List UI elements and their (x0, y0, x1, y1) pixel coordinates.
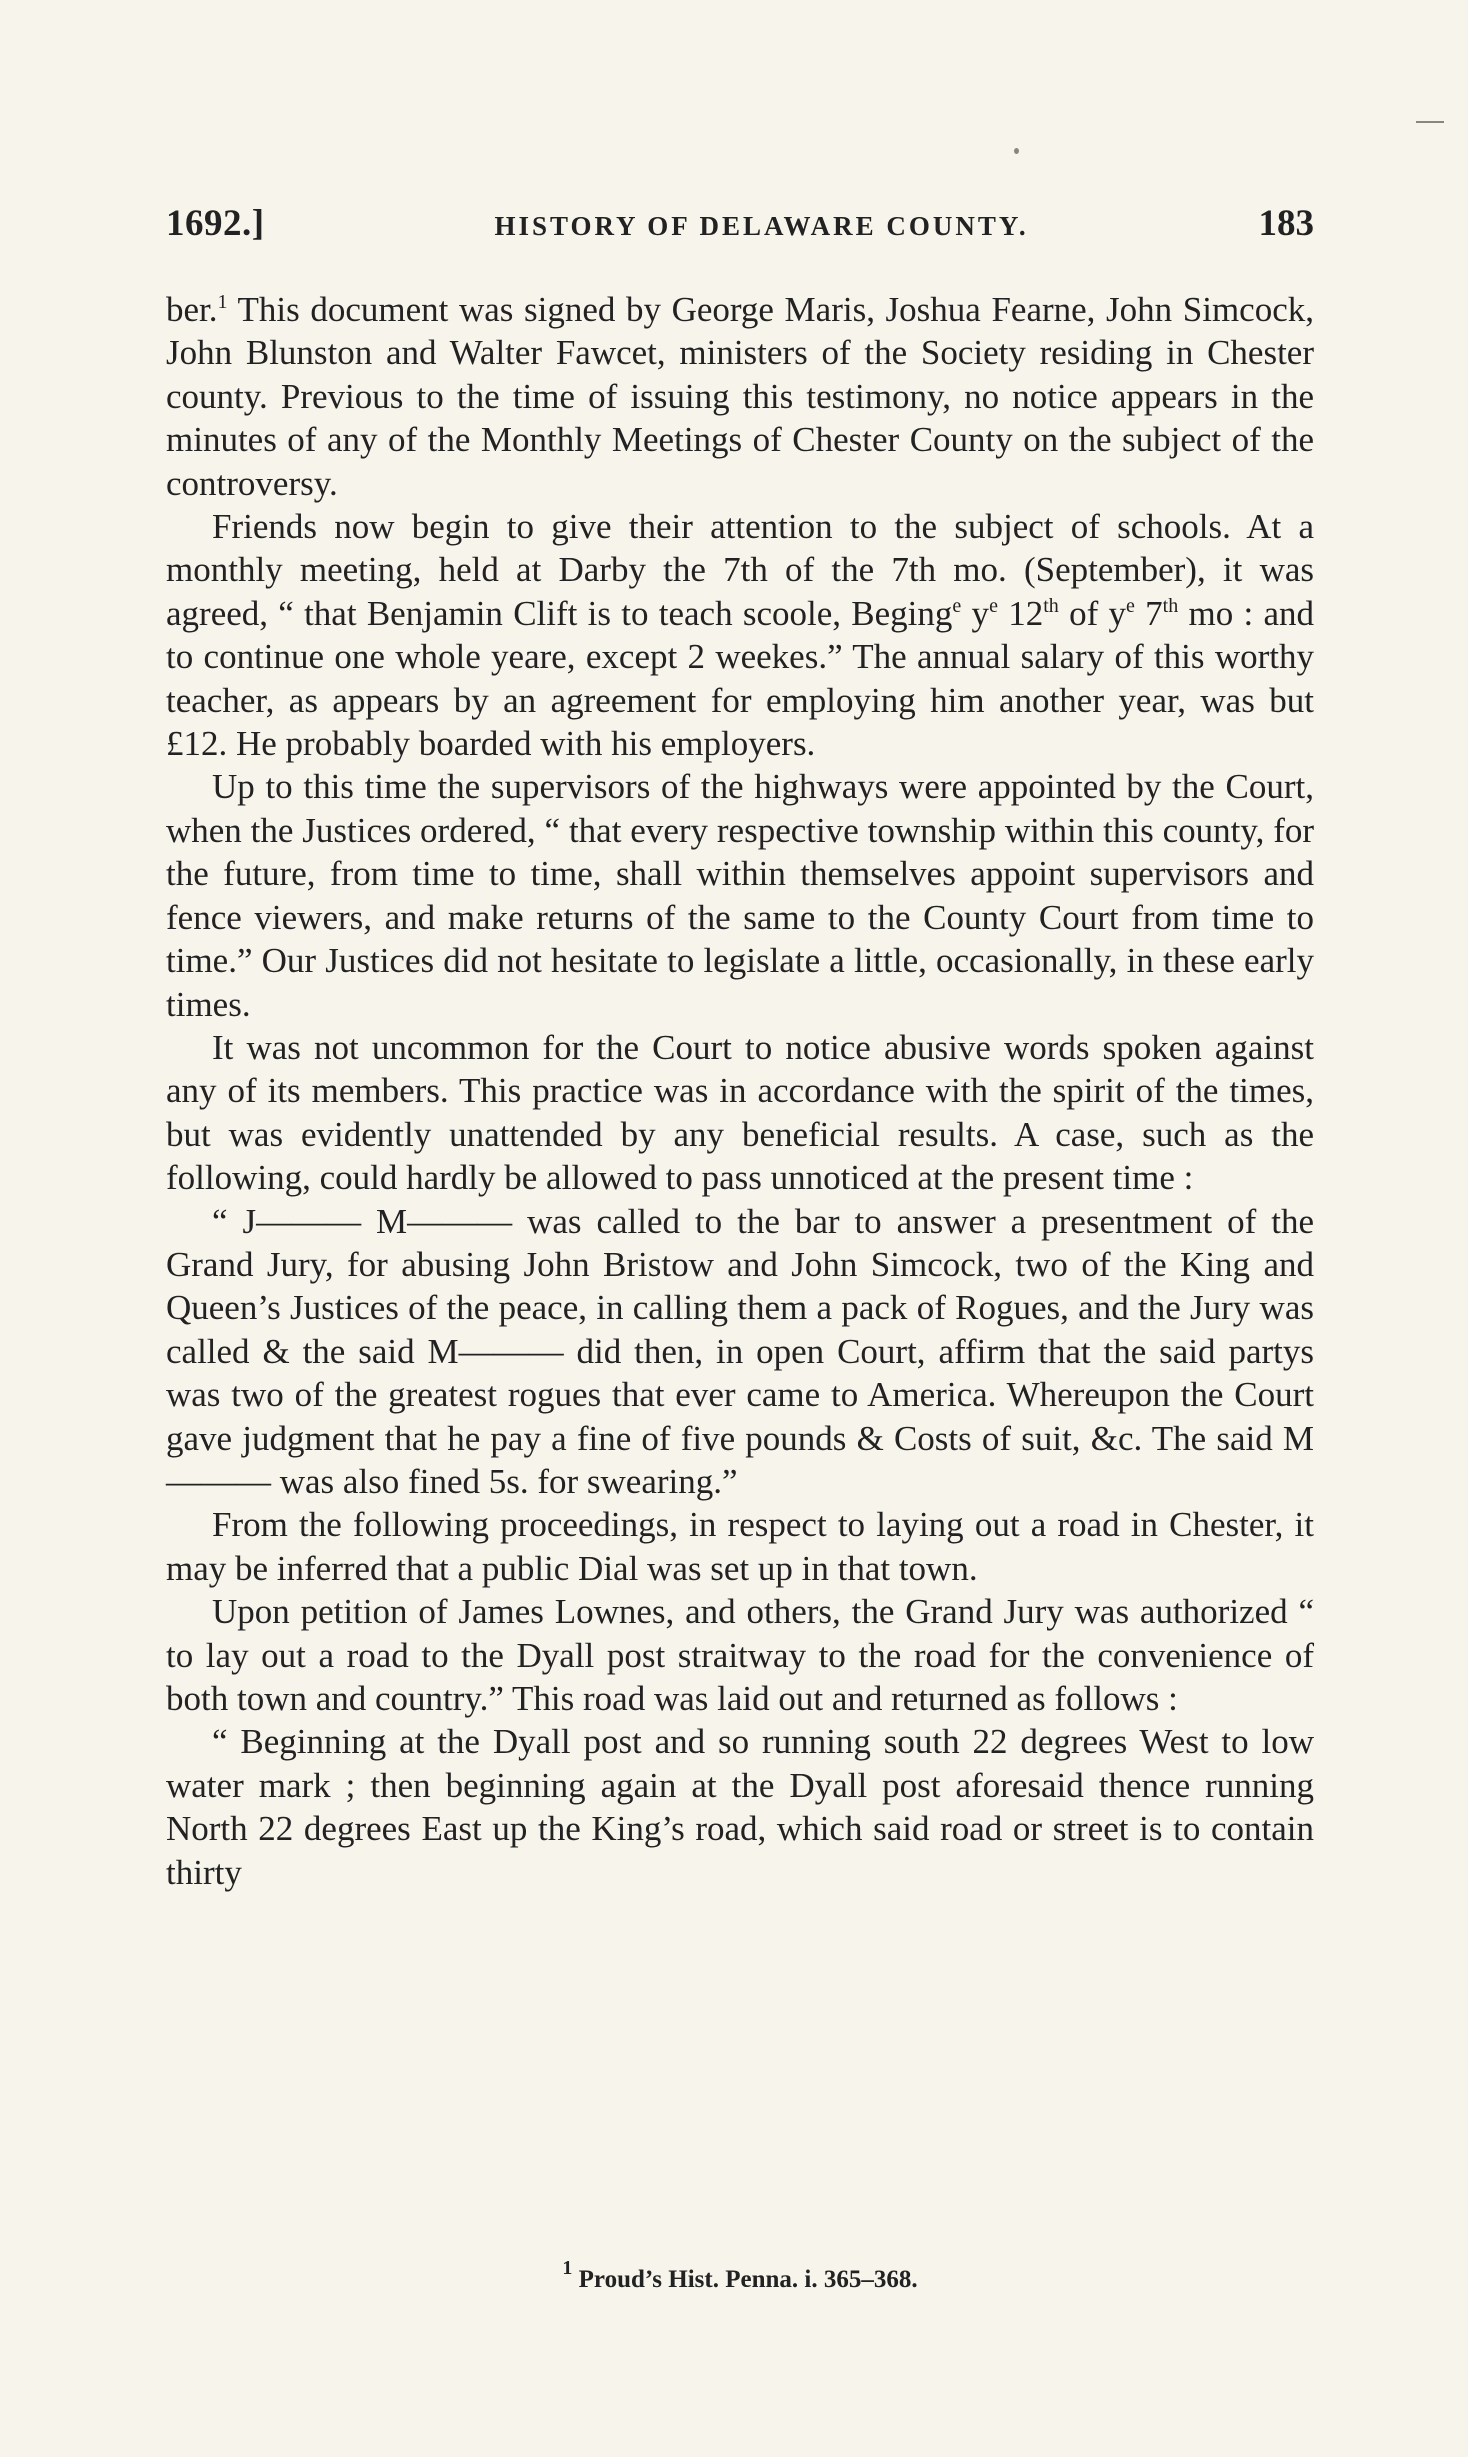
running-header (166, 202, 1314, 245)
footnote-number: 1 (562, 2257, 573, 2279)
paragraph-testimony: ber.$^1$ This document was signed by George Maris, Joshua Fearne, John Simcock, John Blunston and Walter Fawcet, ministers of the Society residing in Chester county. Previous to the time of issuing this testimony, no notice appears in the minutes of any of the Monthly Meetings of Chester County on the subject of the controversy. (166, 290, 1314, 503)
paragraph-abusive-words: It was not uncommon for the Court to notice abusive words spoken against any of its members. This practice was in accordance with the spirit of the times, but was evidently unattended by any beneficial results. A case, such as the following, could hardly be allowed to pass unnoticed at the present time : (166, 1027, 1314, 1198)
page-body (166, 288, 1314, 1894)
paragraph-court-record: “ J——— M——— was called to the bar to answer a presentment of the Grand Jury, for abusing John Bristow and John Simcock, two of the King and Queen’s Justices of the peace, in calling them a pack of Rogues, and the Jury was called & the said M——— did then, in open Court, affirm that the said partys was two of the greatest rogues that ever came to America. Whereupon the Court gave judgment that he pay a fine of five pounds & Costs of suit, &c. The said M——— was also fined 5s. for swearing.” (166, 1201, 1314, 1501)
margin-dash-mark (1416, 121, 1444, 123)
footnote-ref: 1 (217, 291, 228, 313)
footnote (166, 2257, 1314, 2294)
footnote-text: Proud’s Hist. Penna. i. 365–368. (572, 2266, 918, 2293)
page-number: 183 (1258, 203, 1314, 244)
book-page (166, 0, 1314, 2457)
header-year: 1692.] (166, 203, 265, 244)
paragraph-schools: Friends now begin to give their attention to the subject of schools. At a monthly meeting, held at Darby the 7th of the 7th mo. (September), it was agreed, “ that Benjamin Clift is to teach scoole, Beging$^e$ $y^e$ 12th of $y^e$ 7th mo : and to continue one whole yeare, except 2 weekes.” The annual salary of this worthy teacher, as appears by an agreement for employing him another year, was but £12. He probably boarded with his employers. (166, 507, 1315, 764)
paragraph-supervisors: Up to this time the supervisors of the highways were appointed by the Court, when the Justices ordered, “ that every respective township within this county, for the future, from time to time, shall within themselves appoint supervisors and fence viewers, and make returns of the same to the County Court from time to time.” Our Justices did not hesitate to legislate a little, occasionally, in these early times. (166, 767, 1314, 1024)
header-title: HISTORY OF DELAWARE COUNTY. (494, 211, 1029, 241)
paragraph-dial: From the following proceedings, in respect to laying out a road in Chester, it may be inferred that a public Dial was set up in that town. (166, 1505, 1314, 1588)
paragraph-road-return: “ Beginning at the Dyall post and so running south 22 degrees West to low water mark ; then beginning again at the Dyall post aforesaid thence running North 22 degrees East up the King’s road, which said road or street is to contain thirty (166, 1722, 1314, 1892)
paragraph-petition: Upon petition of James Lownes, and others, the Grand Jury was authorized “ to lay out a road to the Dyall post straitway to the road for the convenience of both town and country.” This road was laid out and returned as follows : (166, 1592, 1314, 1718)
